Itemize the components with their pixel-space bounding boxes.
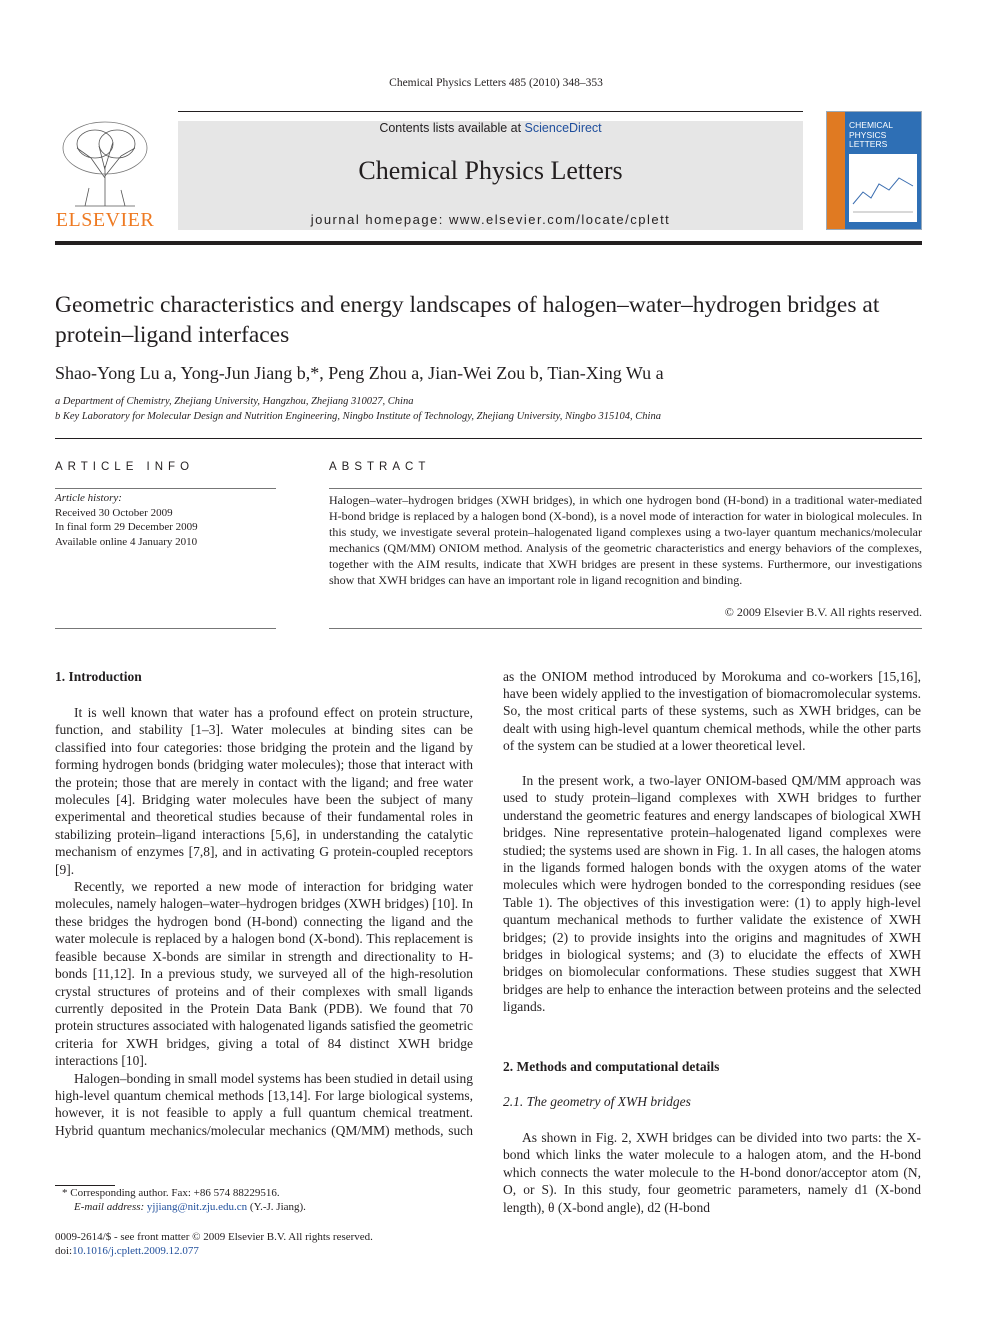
journal-cover-thumbnail [826,111,922,230]
cover-title-line: PHYSICS [849,129,887,140]
doi-link[interactable]: 10.1016/j.cplett.2009.12.077 [72,1245,199,1257]
right-column-section2 [503,1129,921,1216]
abstract-heading: ABSTRACT [329,461,431,473]
doi-label: doi: [55,1245,73,1257]
left-column [55,704,473,1140]
final-form-date: In final form 29 December 2009 [55,521,198,533]
copyright-line: © 2009 Elsevier B.V. All rights reserved. [724,605,922,619]
footnote-rule [55,1185,115,1186]
paragraph: Halogen–bonding in small model systems has been studied in detail using high-level quantum chemical methods [13,14]. For large biological systems, however, it is not feasible to apply a full quantum chemical treatment. Hybrid quantum mechanics/molecular mechanics (QM/MM) methods, such [55,1070,473,1138]
journal-name: Chemical Physics Letters [358,156,623,185]
section-heading-introduction: 1. Introduction [55,669,142,684]
article-info-bottom-rule [55,628,276,629]
header-rule [178,111,803,112]
paragraph: In the present work, a two-layer ONIOM-based QM/MM approach was used to study protein–ligand complexes with XWH bridges to further understand the geometric features and energy landscapes of biological XWH bridges. Nine representative protein–halogenated ligand complexes were studied; the systems used are shown in Fig. 1. In all cases, the halogen atoms in the ligands formed halogen bonds with the oxygen atoms of the water molecules which were hydrogen bonded to the corresponding residues (see Table 1). The objectives of this investigation were: (1) to apply high-level quantum mechanical methods to further validate the existence of XWH bridges; (2) to provide insights into the origins and magnitudes of XWH bridges in biological systems; and (3) to elucidate the effects of XWH bridges on biomolecular conformations. These studies suggest that XWH bridges are help to enhance the interaction between proteins and the selected ligands. [503,773,921,1015]
paragraph: Recently, we reported a new mode of interaction for bridging water molecules, namely halogen–water–hydrogen bridges (XWH bridges) [10]. In these bridges the hydrogen bond (H-bond) connecting the ligand and the water molecule is replaced by a halogen bond (X-bond). This replacement is feasible because X-bonds are similar in strength and directionality to H-bonds [11,12]. In a previous study, we surveyed all of the high-resolution crystal structures of proteins and of their complexes with small ligands currently deposited in the Protein Data Bank (PDB). We found that 70 protein structures associated with halogenated ligands satisfied the geometric criteria for XWH bridges, giving a total of 84 distinct XWH bridge interactions [10]. [55,879,473,1069]
abstract-bottom-rule [329,628,922,629]
email-link[interactable]: yjjiang@nit.zju.edu.cn [146,1201,248,1213]
corresponding-author-note: * Corresponding author. Fax: +86 574 88229516. [62,1187,280,1199]
affiliation-rule [55,438,922,439]
cover-title-line: LETTERS [849,139,888,149]
paragraph-continuation: as the ONIOM method introduced by Morokuma and co-workers [15,16], have been widely applied to the investigation of biomacromolecular systems. So, the most critical parts of these systems, such as XWH bridges, can be dealt with using high-level quantum chemical methods, while the other parts of the system can be studied at a lower theoretical level. [503,668,921,754]
journal-homepage[interactable]: journal homepage: www.elsevier.com/locate/cplett [310,212,671,227]
contents-prefix: Contents lists available at [379,121,525,135]
article-title: Geometric characteristics and energy landscapes of halogen–water–hydrogen bridges at protein–ligand interfaces [55,292,880,348]
article-info-rule [55,488,276,489]
email-suffix: (Y.-J. Jiang). [247,1201,306,1213]
cover-title [849,121,893,150]
contents-line [178,121,803,135]
elsevier-wordmark: ELSEVIER [55,209,155,231]
affiliation-a: a Department of Chemistry, Zhejiang University, Hangzhou, Zhejiang 310027, China [55,396,414,407]
right-column [503,668,921,1016]
doi-line [55,1245,199,1257]
affiliation-b: b Key Laboratory for Molecular Design and Nutrition Engineering, Ningbo Institute of Technology, Zhejiang University, Ningbo 315104, China [55,411,661,422]
sciencedirect-link[interactable]: ScienceDirect [524,121,602,135]
section-heading-methods: 2. Methods and computational details [503,1059,720,1074]
abstract-text: Halogen–water–hydrogen bridges (XWH bridges), in which one hydrogen bond (H-bond) in a traditional water-mediated H-bond bridge is replaced by a halogen bond (X-bond), is a novel mode of interaction for water in biological molecules. In this study, we investigate several protein–halogenated ligand complexes using a two-layer quantum mechanics/molecular mechanics (QM/MM) ONIOM method. Analysis of the geometric characteristics and energy behaviors of the complexes, together with the AIM results, indicate that XWH bridges are present in these systems. Furthermore, our investigations show that XWH bridges can have an important role in ligand recognition and binding. [329,493,922,587]
header-thick-rule [55,241,922,245]
history-label: Article history: [55,492,122,504]
paragraph [503,668,921,772]
cover-title-line: CHEMICAL [849,120,893,130]
article-info-heading: ARTICLE INFO [55,461,195,473]
paragraph: As shown in Fig. 2, XWH bridges can be divided into two parts: the X-bond which links the water molecule to a halogen atom, and the H-bond which connects the water molecule to the H-bond donor/acceptor atom (N, O, or S). In this study, four geometric parameters, namely d1 (X-bond length), θ (X-bond angle), d2 (H-bond [503,1130,921,1215]
subsection-heading: 2.1. The geometry of XWH bridges [503,1094,691,1109]
email-note [74,1201,306,1213]
author-list: Shao-Yong Lu a, Yong-Jun Jiang b,*, Peng Zhou a, Jian-Wei Zou b, Tian-Xing Wu a [55,363,664,383]
online-date: Available online 4 January 2010 [55,535,198,548]
journal-citation: Chemical Physics Letters 485 (2010) 348–353 [389,77,603,89]
cover-strip [827,112,845,230]
article-history [55,491,276,549]
issn-line: 0009-2614/$ - see front matter © 2009 Elsevier B.V. All rights reserved. [55,1231,373,1243]
abstract-rule [329,488,922,489]
cover-figure [849,154,917,222]
email-label: E-mail address: [74,1201,147,1213]
paragraph: It is well known that water has a profound effect on protein structure, function, and stability [1–3]. Water molecules at binding sites can be classified into four categories: those bridging the protein and the ligand by forming hydrogen bonds (bridging water molecules); those that interact with the protein; those that are merely in contact with the ligand; and free water molecules [4]. Bridging water molecules have been the subject of many experimental and theoretical studies because of their fundamental roles in stabilizing protein–ligand interactions [5,6], in understanding the catalytic mechanism of enzymes [7,8], and in activating G protein-coupled receptors [9]. [55,705,473,877]
received-date: Received 30 October 2009 [55,506,173,519]
